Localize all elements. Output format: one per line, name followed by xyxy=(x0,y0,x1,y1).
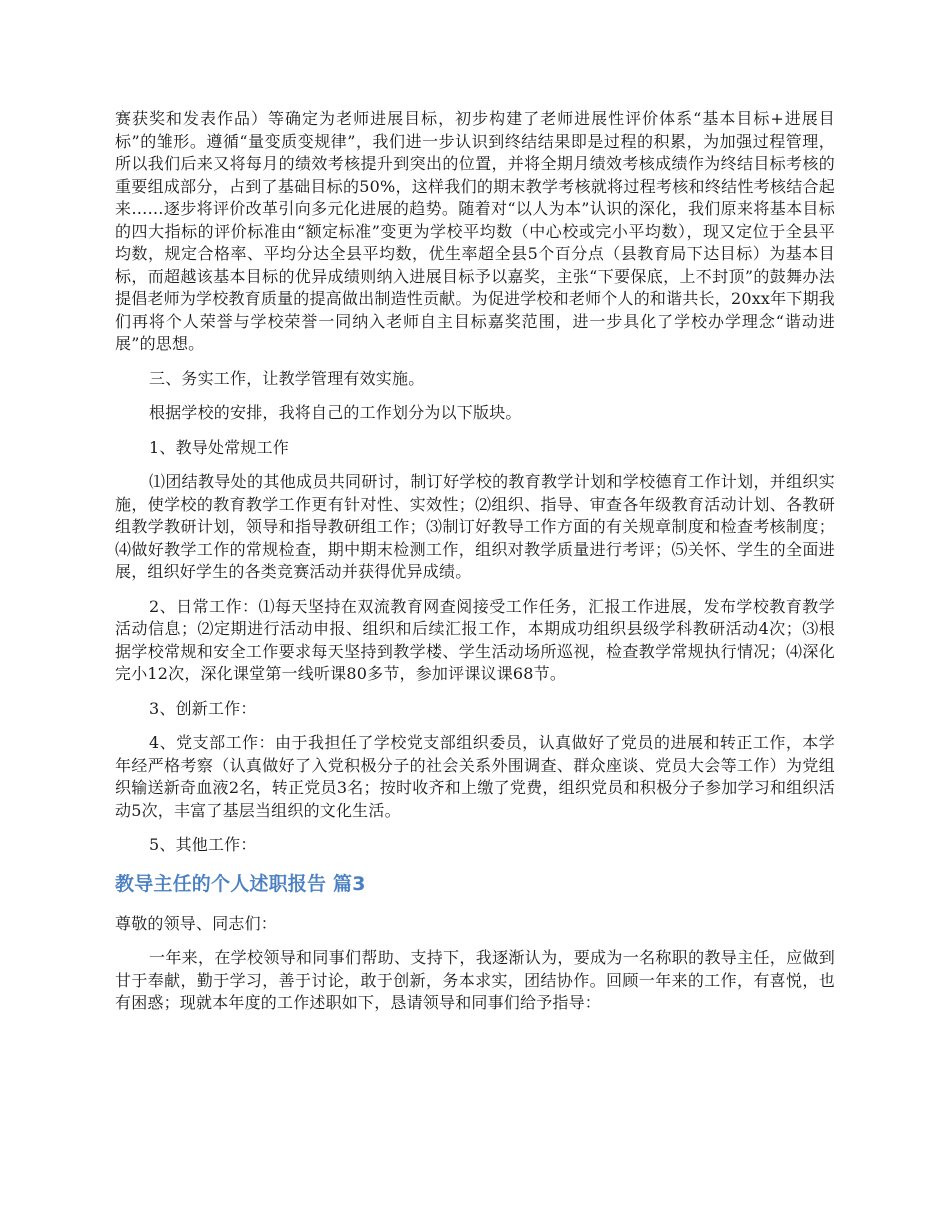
item-heading: 1、教导处常规工作 xyxy=(149,437,289,457)
body-paragraph: 4、党支部工作：由于我担任了学校党支部组织委员，认真做好了党员的进展和转正工作，本学年经严格考察（认真做好了入党积极分子的社会关系外围调查、群众座谈、党员大会等工作）为党组织输送新奇血液2名，转正党员3名；按时收齐和上缴了党费，组织党员和积极分子参加学习和组织活动5次，丰富了基层当组织的文化生活。 xyxy=(115,733,835,820)
salutation: 尊敬的领导、同志们： xyxy=(115,913,278,933)
document-page xyxy=(115,108,835,1027)
body-paragraph: 一年来，在学校领导和同事们帮助、支持下，我逐渐认为，要成为一名称职的教导主任，应做到甘于奉献，勤于学习，善于讨论，敢于创新，务本求实，团结协作。回顾一年来的工作，有喜悦，也有困惑；现就本年度的工作述职如下，恳请领导和同事们给予指导： xyxy=(115,948,835,1012)
body-paragraph: 赛获奖和发表作品）等确定为老师进展目标，初步构建了老师进展性评价体系“基本目标+进展目标”的雏形。遵循“量变质变规律”，我们进一步认识到终结结果即是过程的积累，为加强过程管理，所以我们后来又将每月的绩效考核提升到突出的位置，并将全期月绩效考核成绩作为终结目标考核的重要组成部分，占到了基础目标的50%，这样我们的期末教学考核就将过程考核和终结性考核结合起来……逐步将评价改革引向多元化进展的趋势。随着对“以人为本”认识的深化，我们原来将基本目标的四大指标的评价标准由“额定标准”变更为学校平均数（中心校或完小平均数），现又定位于全县平均数，规定合格率、平均分达全县平均数，优生率超全县5个百分点（县教育局下达目标）为基本目标，而超越该基本目标的优异成绩则纳入进展目标予以嘉奖，主张“下要保底，上不封顶”的鼓舞办法提倡老师为学校教育质量的提高做出制造性贡献。为促进学校和老师个人的和谐共长，20xx年下期我们再将个人荣誉与学校荣誉一同纳入老师自主目标嘉奖范围，进一步具化了学校办学理念“谐动进展”的思想。 xyxy=(115,109,835,353)
body-paragraph: ⑴团结教导处的其他成员共同研讨，制订好学校的教育教学计划和学校德育工作计划，并组织实施，使学校的教育教学工作更有针对性、实效性；⑵组织、指导、审查各年级教育活动计划、各教研组教学教研计划，领导和指导教研组工作；⑶制订好教导工作方面的有关规章制度和检查考核制度；⑷做好教学工作的常规检查，期中期末检测工作，组织对教学质量进行考评；⑸关怀、学生的全面进展，组织好学生的各类竞赛活动并获得优异成绩。 xyxy=(115,472,835,581)
section-subheading: 三、务实工作，让教学管理有效实施。 xyxy=(149,368,425,388)
item-heading: 3、创新工作： xyxy=(149,698,257,718)
body-paragraph: 2、日常工作：⑴每天坚持在双流教育网查阅接受工作任务，汇报工作进展，发布学校教育教学活动信息；⑵定期进行活动申报、组织和后续汇报工作，本期成功组织县级学科教研活动4次；⑶根据学校常规和安全工作要求每天坚持到教学楼、学生活动场所巡视，检查教学常规执行情况；⑷深化完小12次，深化课堂第一线听课80多节，参加评课议课68节。 xyxy=(115,596,835,683)
section-title: 教导主任的个人述职报告 篇3 xyxy=(115,872,366,895)
body-paragraph: 根据学校的安排，我将自己的工作划分为以下版块。 xyxy=(149,403,522,422)
item-heading: 5、其他工作： xyxy=(149,835,257,854)
